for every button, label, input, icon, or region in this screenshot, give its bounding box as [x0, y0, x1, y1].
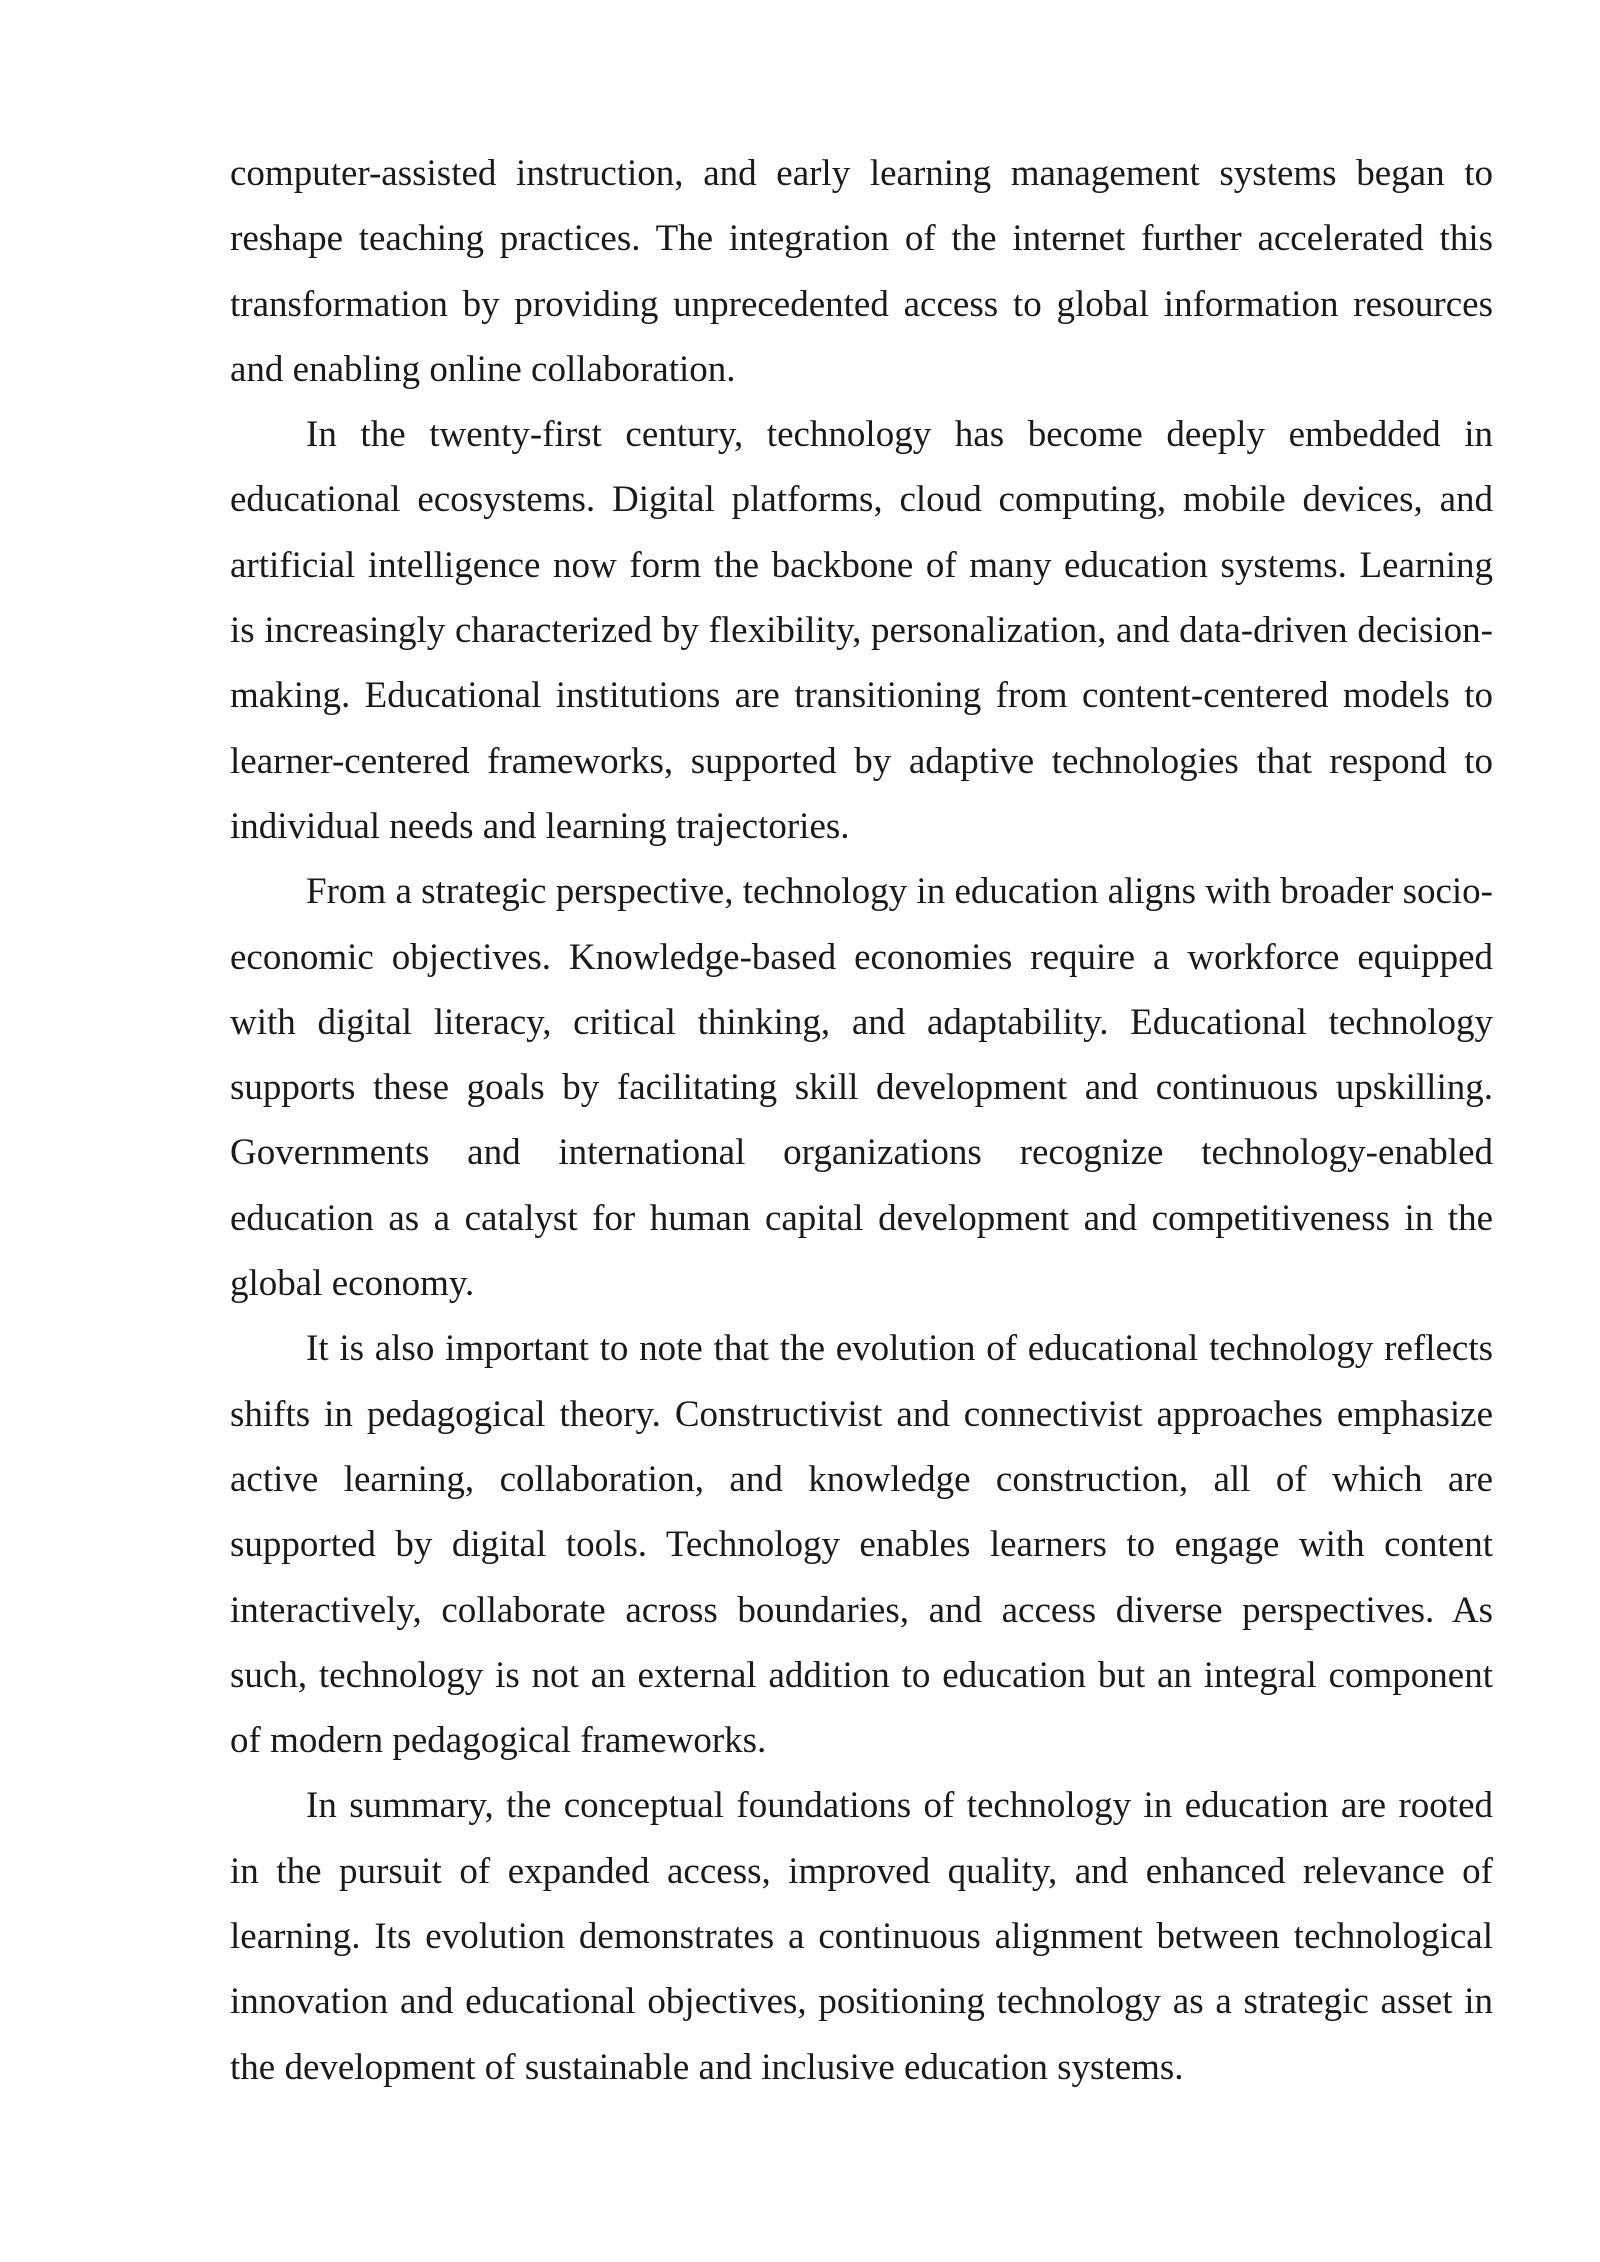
paragraph-2: In the twenty-first century, technology has become deeply embedded in educational ecosystems. Digital platforms, cloud computing, mobile devices, and artificial intelligence now form the backbone of many education systems. Learning is increasingly characterized by flexibility, personalization, and data-driven decision-making. Educational institutions are transitioning from content-centered models to learner-centered frameworks, supported by adaptive technologies that respond to individual needs and learning trajectories. — [230, 414, 1493, 847]
paragraph-1: computer-assisted instruction, and early learning management systems began to reshape teaching practices. The integration of the internet further accelerated this transformation by providing unprecedented access to global information resources and enabling online collaboration. — [230, 153, 1493, 390]
paragraph-3: From a strategic perspective, technology in education aligns with broader socio-economic objectives. Knowledge-based economies require a workforce equipped with digital literacy, critical thinking, and adaptability. Educational technology supports these goals by facilitating skill development and continuous upskilling. Governments and international organizations recognize technology-enabled education as a catalyst for human capital development and competitiveness in the global economy. — [230, 871, 1493, 1305]
document-body — [230, 141, 1493, 2100]
paragraph-4: It is also important to note that the evolution of educational technology reflects shifts in pedagogical theory. Constructivist and connectivist approaches emphasize active learning, collaboration, and knowledge construction, all of which are supported by digital tools. Technology enables learners to engage with content interactively, collaborate across boundaries, and access diverse perspectives. As such, technology is not an external addition to education but an integral component of modern pedagogical frameworks. — [230, 1328, 1493, 1762]
paragraph-5: In summary, the conceptual foundations of technology in education are rooted in the pursuit of expanded access, improved quality, and enhanced relevance of learning. Its evolution demonstrates a continuous alignment between technological innovation and educational objectives, positioning technology as a strategic asset in the development of sustainable and inclusive education systems. — [230, 1785, 1493, 2088]
